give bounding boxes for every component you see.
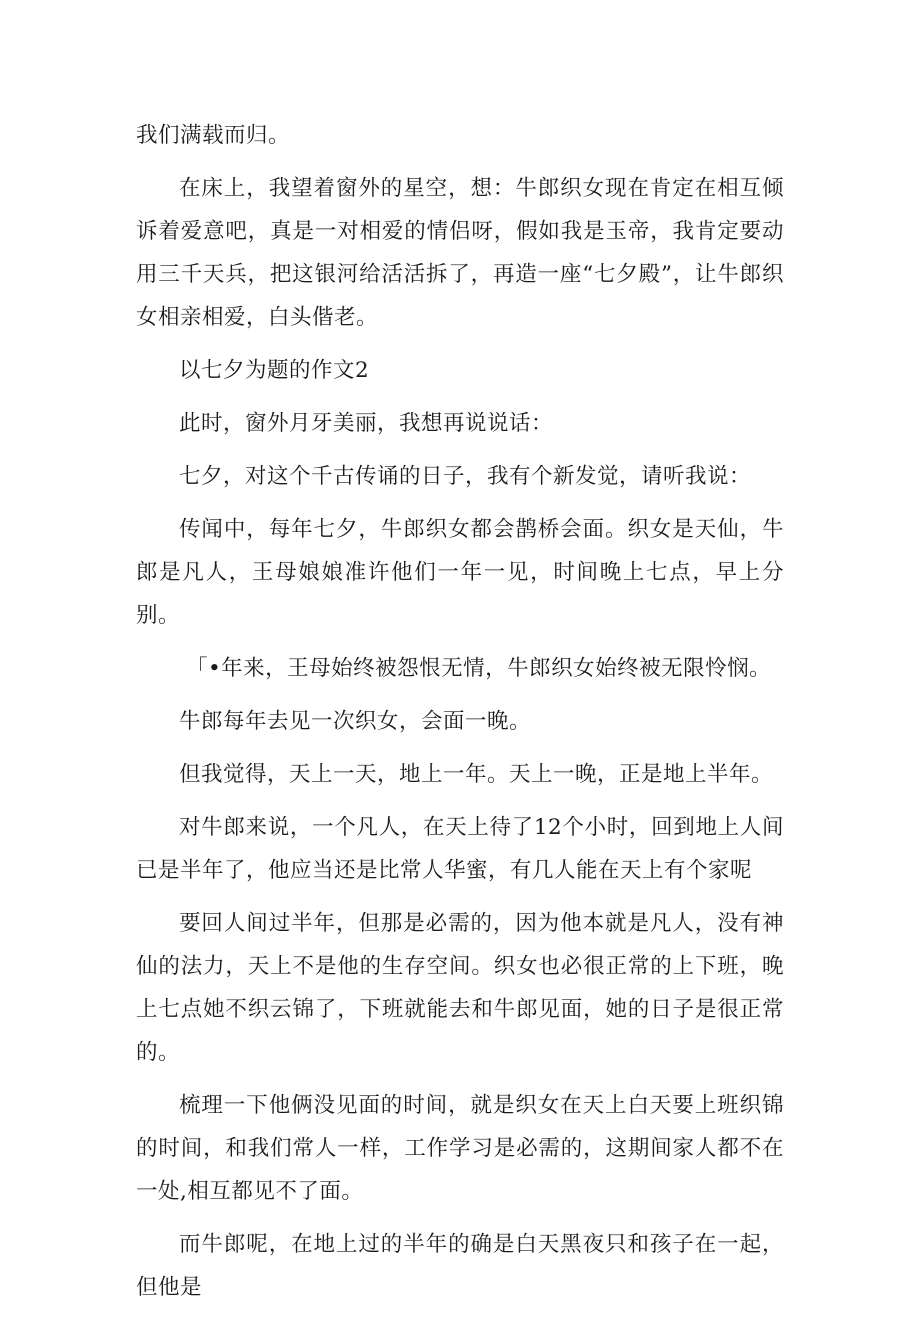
paragraph-summary: 梳理一下他俩没见面的时间，就是织女在天上白天要上班织锦的时间，和我们常人一样，工作学习是必需的，这期间家人都不在一处,相互都见不了面。 [136, 1093, 784, 1204]
paragraph-legend: 传闻中，每年七夕，牛郎织女都会鹊桥会面。织女是天仙，牛郎是凡人，王母娘娘准许他们一年一见，时间晚上七点，早上分别。 [136, 517, 784, 628]
paragraph-discovery: 七夕，对这个千古传诵的日子，我有个新发觉，请听我说： [179, 464, 752, 489]
paragraph-yearly-meeting: 牛郎每年去见一次织女，会面一晚。 [179, 709, 532, 734]
paragraph-moon: 此时，窗外月牙美丽，我想再说说话： [179, 411, 554, 436]
paragraph-ending: 而牛郎呢，在地上过的半年的确是白天黑夜只和孩子在一起，但他是 [136, 1232, 784, 1300]
paragraph-years: 「•年来，王母始终被怨恨无情，牛郎织女始终被无限怜悯。 [186, 656, 772, 681]
paragraph-niulang: 对牛郎来说，一个凡人，在天上待了12个小时，回到地上人间已是半年了，他应当还是比常人华蜜，有几人能在天上有个家呢 [136, 815, 784, 883]
essay-heading: 以七夕为题的作文2 [179, 358, 370, 383]
paragraph-stargazing: 在床上，我望着窗外的星空，想：牛郎织女现在肯定在相互倾诉着爱意吧，真是一对相爱的情侣呀，假如我是玉帝，我肯定要动用三千天兵，把这银河给活活拆了，再造一座“七夕殿”，让牛郎织女相亲相爱，白头偕老。 [136, 176, 784, 330]
paragraph-time-difference: 但我觉得，天上一天，地上一年。天上一晚，正是地上半年。 [179, 762, 774, 787]
paragraph-necessity: 要回人间过半年，但那是必需的，因为他本就是凡人，没有神仙的法力，天上不是他的生存空间。织女也必很正常的上下班，晚上七点她不织云锦了，下班就能去和牛郎见面，她的日子是很正常的。 [136, 911, 784, 1065]
paragraph-continuation: 我们满载而归。 [136, 123, 291, 148]
document-page [136, 114, 784, 1319]
